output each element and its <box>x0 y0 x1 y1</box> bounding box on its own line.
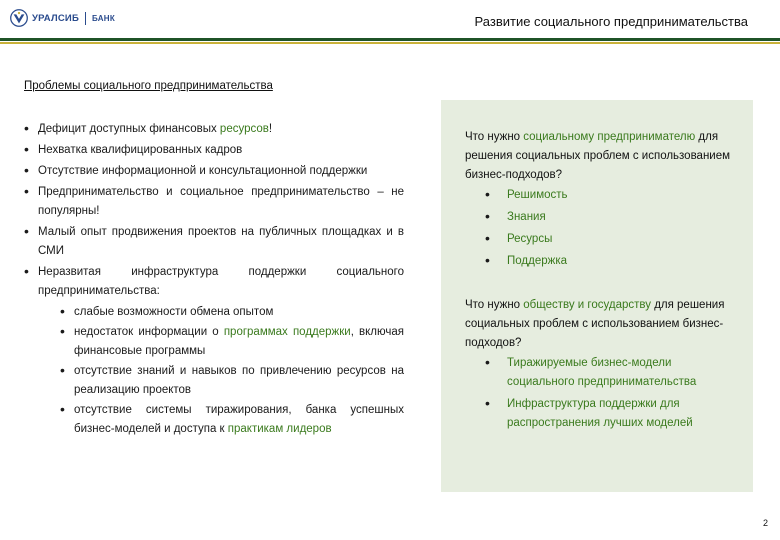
header-band-gold <box>0 42 780 44</box>
problem-text: Неразвитая инфраструктура поддержки социального предпринимательства: <box>38 266 404 297</box>
bank-logo <box>10 8 115 28</box>
need-item: • Решимость <box>485 186 735 205</box>
problem-item: • Предпринимательство и социальное предпринимательство – не популярны! <box>24 183 404 221</box>
need-item: • Тиражируемые бизнес-модели социального предпринимательства <box>485 354 735 392</box>
problem-item: • Отсутствие информационной и консультационной поддержки <box>24 162 404 181</box>
entrepreneur-needs-list <box>485 186 735 274</box>
problem-item: • Нехватка квалифицированных кадров <box>24 141 404 160</box>
problem-text: Дефицит доступных финансовых <box>38 123 220 135</box>
need-item: • Поддержка <box>485 252 735 271</box>
page-number: 2 <box>762 518 768 528</box>
problem-highlight: ресурсов <box>219 123 269 135</box>
problem-item: • Малый опыт продвижения проектов на публичных площадках и в СМИ <box>24 223 404 261</box>
infrastructure-sublist <box>60 303 404 439</box>
sub-problem-item <box>60 323 404 361</box>
problems-list <box>24 120 404 441</box>
logo-bank-label: БАНК <box>91 13 116 23</box>
entrepreneur-question <box>465 128 745 185</box>
sub-problem-item <box>60 401 404 439</box>
sub-problem-item: • слабые возможности обмена опытом <box>60 303 404 322</box>
problem-item <box>24 263 404 439</box>
sub-problem-text-end: , включая финансовые программы <box>74 326 405 357</box>
logo-divider <box>85 12 86 25</box>
need-item: • Знания <box>485 208 735 227</box>
problems-heading: Проблемы социального предпринимательства <box>24 80 273 92</box>
question-highlight: социальному предпринимателю <box>523 131 696 143</box>
sub-problem-highlight: практикам лидеров <box>227 423 332 435</box>
sub-problem-item: • отсутствие знаний и навыков по привлечению ресурсов на реализацию проектов <box>60 362 404 400</box>
uralsib-logo-icon <box>10 9 28 27</box>
need-item: • Ресурсы <box>485 230 735 249</box>
sub-problem-text: отсутствие системы тиражирования, банка успешных бизнес-моделей и доступа к <box>74 404 404 435</box>
logo-name: УРАЛСИБ <box>32 12 79 24</box>
need-item: • Инфраструктура поддержки для распространения лучших моделей <box>485 395 735 433</box>
society-needs-list <box>485 354 735 436</box>
sub-problem-text: недостаток информации о <box>74 326 224 338</box>
sub-problem-highlight: программах поддержки <box>223 326 351 338</box>
problem-item <box>24 120 404 139</box>
question-text: Что нужно <box>465 131 524 143</box>
question-text-end: для решения социальных проблем с использованием бизнес-подходов? <box>465 131 731 181</box>
society-question <box>465 296 745 353</box>
header-band-green <box>0 38 780 41</box>
problem-text-end: ! <box>268 123 273 135</box>
needs-panel <box>441 100 753 492</box>
question-highlight: обществу и государству <box>523 299 651 311</box>
slide-title: Развитие социального предпринимательства <box>474 14 748 29</box>
question-text: Что нужно <box>465 299 524 311</box>
question-text-end: для решения социальных проблем с использованием бизнес-подходов? <box>465 299 725 349</box>
